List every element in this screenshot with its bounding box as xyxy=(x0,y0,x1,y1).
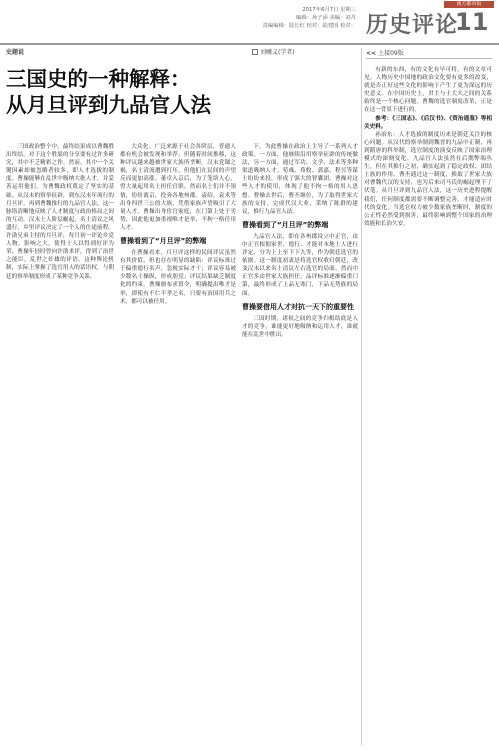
author-name: 刘曦义(学者) xyxy=(260,49,295,56)
meta-date: 2017年6月7日 星期三 xyxy=(302,7,356,13)
paragraph: 有新的东西，有的文化有早可将，有的文章可见。人物历史中国地的政治文化要有更多的改变，就是否正好这些文化的影响下产生了更为深远的历史意义。在中国历史上，君主与士大夫之间的关系始终是一个核心问题。曹魏的选官制度改革，正是在这一背景下进行的。 xyxy=(364,67,492,114)
paragraph: 大众化。广泛来源于社会各阶层，普通人都有机会被发现和举荐。但随着时间推移，这种评议越来越被世家大族所垄断。汉末党锢之祸，名士清流遭到打压，但他们在民间的声望反而更加高涨。董卓入京后，为了笼络人心，曾大量起用名士担任官职。然而名士们并不领情，纷纷离京，投奔各地州郡。袁绍、袁术等出身四世三公的大族，凭借家族声望吸引了大量人才。曹操出身宦官家庭，在门第上处于劣势，因此他更加重视唯才是举，不拘一格任用人才。 xyxy=(120,144,236,231)
paragraph: 三国政治整个中，最终结果成以曹魏胜出终结。对于这个胜果的分享要有过许多研究，其中不乏精彩之作。然而，其中一个关键因素却被忽略者较多，即人才选拔的制度。曹操能够在乱世中吸纳大批人才，并妥善运用他们，为曹魏政权奠定了坚实的基础。从汉末的察举征辟，到东汉末年流行的月旦评，再到曹魏推行的九品官人法，这一脉络清晰地反映了人才制度与政治格局之间的互动。汉末士人阶层崛起，名士清议之风盛行，乡里评议决定了一个人的仕途前程。许劭兄弟主持的月旦评，每月初一评论乡党人物，影响之大，使得士人以得到好评为荣。曹操年轻时曾向许劭求评，得到了治世之能臣，乱世之奸雄的评语。这种舆论机制，实际上掌握了选官用人的话语权，与朝廷的察举制度形成了某种竞争关系。 xyxy=(6,144,114,280)
header-rule xyxy=(0,43,499,45)
paragraph: 九品官人法，即在各州郡设立中正官，由中正官根据家世、德行、才能对本地士人进行评定，分为上上至下下九等，作为朝廷选官的依据。这一制度初衷是将选官权收归朝廷，改变汉末以来名士清议左右选官的局面。然而中正官多由世家大族担任，品评标准逐渐偏重门第，最终形成了上品无寒门，下品无势族的局面。 xyxy=(242,233,358,297)
paragraph: 孙治东：人才选拔的制度历来是朝廷关注的核心问题。从汉代的察举制到魏晋的九品中正制，再到隋唐的科举制，选官制度的演变反映了国家治理模式的深刻变化。九品官人法虽然在后期弊端丛生，但在其推行之初，确实起到了稳定政权、团结士族的作用。曹丕通过这一制度，换取了世家大族对曹魏代汉的支持，也为后来司马氏的崛起埋下了伏笔。从月旦评到九品官人法，这一历史进程提醒我们，任何制度都需要不断调整完善，才能适应时代的变化。当选官权力被少数家族垄断时，制度的公正性必然受到损害，最终影响到整个国家的治理效能和长治久安。 xyxy=(364,131,492,227)
meta-editors: 编辑：孙子添 美编：刘丹 xyxy=(296,15,356,22)
meta-proofreaders: 责编编辑：陆长红 校对：陆建国 校对： xyxy=(262,23,356,30)
author-square-icon xyxy=(252,49,258,55)
paragraph: 下，为此曹操在政治上主导了一系列人才政策。一方面，他继续沿用察举征辟的传统做法，另一方面，通过军功、文学、法术等多种渠道吸纳人才。荀彧、荀攸、郭嘉、程昱等谋士纷纷来投，形成了强大的智囊团。曹操对这些人才的使用，体现了他不拘一格的用人思想。曹操去世后，曹丕继位，为了取得世家大族的支持，完成代汉大业，采纳了陈群的建议，推行九品官人法。 xyxy=(242,144,358,215)
body-column-4 xyxy=(364,66,492,742)
subheading: 曹操要借用人才对抗一天下的重要性 xyxy=(242,302,354,311)
edition-meta xyxy=(196,6,356,31)
continued-from-label: 上接09版 xyxy=(378,50,404,57)
column-tag: 史题说 xyxy=(6,49,25,56)
column-divider xyxy=(361,48,362,745)
subheading: 曹操看到了“月旦评”的弊端 xyxy=(120,237,207,246)
paper-badge: 南方都市报 xyxy=(444,1,494,8)
double-chevron-left-icon: << xyxy=(366,50,377,57)
byline xyxy=(252,48,295,58)
masthead xyxy=(0,0,499,44)
section-title: 历史评论 xyxy=(366,13,459,38)
body-column-2 xyxy=(120,143,236,743)
paragraph: 在曹操看来，月旦评这样的民间评议虽然有其价值，但也存在明显的缺陷：评议标准过于偏重德行名声，忽视实际才干；评议容易被少数名士操纵，形成朋党；评议结果缺乏制度化的约束。曹操颁布求贤令，明确提出唯才是举，即使有不仁不孝之名，只要有治国用兵之术，都可以被任用。 xyxy=(120,250,236,305)
paragraph: 三国时期，诸侯之间的竞争归根结底是人才的竞争。谁能更好地吸纳和运用人才，谁就能在乱世中胜出。 xyxy=(242,315,358,338)
continued-from-link[interactable] xyxy=(366,48,492,59)
headline-line-2: 从月旦评到九品官人法 xyxy=(6,93,211,117)
headline xyxy=(6,66,362,118)
headline-line-1: 三国史的一种解释： xyxy=(6,67,191,91)
page-number: 11 xyxy=(455,8,489,36)
paragraph-bold: 参考：《三国志》、《后汉书》、《资治通鉴》等相关史料。 xyxy=(364,115,492,130)
body-column-1 xyxy=(6,143,114,743)
subheading: 曹操看到了“月旦评”的弊端 xyxy=(242,220,329,229)
article-label-row xyxy=(0,48,360,58)
body-column-3 xyxy=(242,143,358,743)
